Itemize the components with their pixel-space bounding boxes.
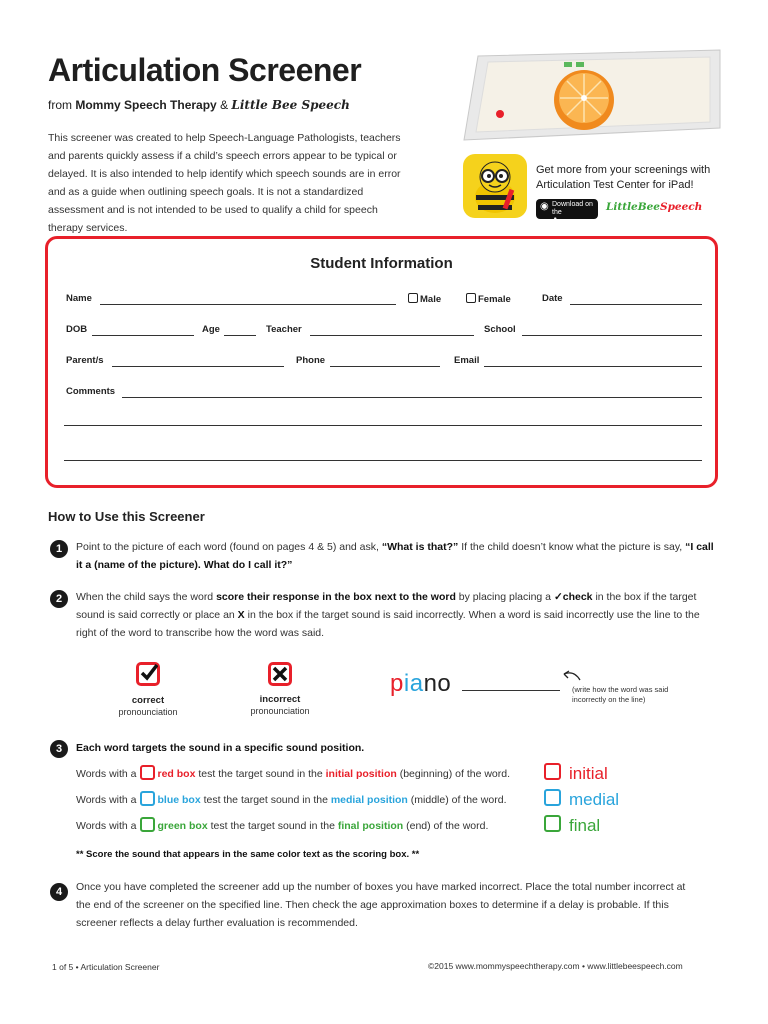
- howto-title: How to Use this Screener: [48, 509, 205, 524]
- male-checkbox[interactable]: [408, 293, 441, 305]
- page-subtitle: [48, 98, 350, 112]
- incorrect-caption: incorrect: [259, 694, 301, 705]
- step-2-text: [76, 588, 716, 642]
- subtitle-from: from: [48, 98, 72, 112]
- piano-p: p: [390, 670, 404, 697]
- initial-position-label: initial position: [325, 768, 397, 780]
- row-parents: [66, 355, 699, 369]
- step-3-blue-line: [76, 791, 506, 809]
- dob-field[interactable]: [92, 335, 194, 336]
- phone-label: Phone: [296, 355, 326, 366]
- female-box[interactable]: [466, 293, 476, 303]
- medial-position-label: medial position: [330, 794, 408, 806]
- step-2-bold-1: score their response in the box next to the word: [216, 591, 456, 603]
- step-3-red-line: [76, 765, 510, 783]
- step-3-note: ** Score the sound that appears in the same color text as the scoring box. **: [76, 849, 420, 860]
- intro-paragraph: This screener was created to help Speech-Language Pathologists, teachers and parents quickly assess if a child’s speech errors appear to be typical or delayed. It is also intended to help identify which speech sounds are in error and as a guide when outlining speech goals. It is not a standardized assessment and is not intended to be used to qualify a child for speech therapy services.: [48, 132, 401, 234]
- footer-page-info: 1 of 5 • Articulation Screener: [52, 962, 160, 972]
- school-label: School: [484, 324, 516, 335]
- date-label: Date: [542, 293, 563, 304]
- step-2-part-1: When the child says the word: [76, 591, 217, 603]
- incorrect-example-box: [268, 662, 292, 686]
- red-box-label: red box: [157, 768, 196, 780]
- row-dob: [66, 324, 699, 338]
- blue-box-icon: [140, 791, 155, 806]
- piano-i: i: [403, 670, 410, 697]
- green-box-icon: [140, 817, 155, 832]
- step-2-part-4: in the box if the target sound is said incorrectly. When a word is said incorrectly use the line to the right of the word to transcribe how the word was said.: [76, 609, 700, 639]
- piano-no: no: [423, 670, 452, 697]
- teacher-label: Teacher: [266, 324, 302, 335]
- red-mid-text: test the target sound in the: [195, 768, 326, 780]
- curved-arrow-icon: [560, 668, 582, 684]
- email-field[interactable]: [484, 366, 702, 367]
- step-3-heading: Each word targets the sound in a specific sound position.: [76, 742, 365, 754]
- age-field[interactable]: [224, 335, 256, 336]
- blue-end-text: (middle) of the word.: [407, 794, 507, 806]
- appstore-big-label: App Store: [552, 216, 576, 234]
- student-information-title: Student Information: [310, 255, 453, 272]
- step-1-number: 1: [50, 540, 68, 558]
- transcription-line: [462, 690, 560, 691]
- male-box[interactable]: [408, 293, 418, 303]
- transcription-hint: (write how the word was said incorrectly on the line): [572, 685, 669, 704]
- blue-box-label: blue box: [157, 794, 201, 806]
- promo-text: Get more from your screenings with Articulation Test Center for iPad!: [536, 164, 711, 191]
- apple-icon: ◉: [540, 201, 549, 212]
- correct-example-box: [136, 662, 160, 686]
- step-2-part-2: by placing placing a: [455, 591, 554, 603]
- step-3-number: 3: [50, 740, 68, 758]
- green-mid-text: test the target sound in the: [207, 820, 338, 832]
- footer-links: ©2015 www.mommyspeechtherapy.com • www.littlebeespeech.com: [428, 961, 683, 971]
- words-with-label-green: Words with a: [76, 820, 137, 832]
- red-end-text: (beginning) of the word.: [396, 768, 511, 780]
- email-label: Email: [454, 355, 480, 366]
- subtitle-brand-littlebee: Little Bee Speech: [231, 98, 350, 112]
- step-2-x: X: [237, 609, 245, 621]
- checkmark-icon: [140, 664, 158, 682]
- name-label: Name: [66, 293, 92, 304]
- step-2-check: ✓check: [553, 591, 593, 603]
- teacher-field[interactable]: [310, 335, 474, 336]
- row-name: [66, 293, 699, 307]
- female-label: Female: [478, 294, 511, 305]
- legend-medial: [544, 789, 619, 810]
- comments-field[interactable]: [122, 397, 702, 398]
- final-position-label: final position: [337, 820, 404, 832]
- parents-label: Parent/s: [66, 355, 104, 366]
- step-4-number: 4: [50, 883, 68, 901]
- words-with-label-blue: Words with a: [76, 794, 137, 806]
- green-end-text: (end) of the word.: [403, 820, 489, 832]
- female-checkbox[interactable]: [466, 293, 511, 305]
- male-label: Male: [420, 294, 442, 305]
- step-1-text: [76, 538, 716, 574]
- name-field[interactable]: [100, 304, 396, 305]
- logo-part-1: LittleBee: [606, 201, 660, 213]
- date-field[interactable]: [570, 304, 702, 305]
- page-title: Articulation Screener: [48, 52, 362, 88]
- legend-final-label: final: [569, 816, 601, 835]
- step-2-number: 2: [50, 590, 68, 608]
- correct-caption: correct: [131, 695, 165, 706]
- step-1-prompt: “I call it a (name of the picture). What do I call it?”: [76, 541, 714, 571]
- dob-label: DOB: [66, 324, 88, 335]
- legend-final: [544, 815, 600, 836]
- comments-label: Comments: [66, 386, 116, 397]
- student-information-box: [45, 236, 718, 488]
- legend-medial-label: medial: [569, 790, 620, 809]
- words-with-label-red: Words with a: [76, 768, 137, 780]
- subtitle-amp: &: [220, 98, 229, 112]
- little-bee-app-icon: [462, 153, 528, 219]
- comments-line-2[interactable]: [64, 425, 702, 426]
- legend-initial-box: [544, 763, 561, 780]
- example-word-piano: [390, 670, 451, 698]
- parents-field[interactable]: [112, 366, 284, 367]
- incorrect-subcaption: pronounciation: [250, 706, 310, 716]
- appstore-small-label: Download on the: [552, 201, 593, 216]
- correct-subcaption: pronounciation: [118, 707, 178, 717]
- ipad-illustration: [458, 48, 728, 143]
- little-bee-speech-logo: [606, 201, 702, 213]
- x-mark-icon: [271, 665, 289, 683]
- legend-initial-label: initial: [569, 764, 608, 783]
- piano-a: a: [409, 670, 424, 697]
- blue-mid-text: test the target sound in the: [200, 794, 331, 806]
- step-1-question: “What is that?”: [381, 541, 459, 553]
- green-box-label: green box: [157, 820, 208, 832]
- step-1-part-1: Point to the picture of each word (found on pages 4 & 5) and ask,: [76, 541, 382, 553]
- step-4-text: Once you have completed the screener add up the number of boxes you have marked incorrect. Place the total number incorrect at the end of the screener on the specified line. Then check the age approximation boxes to determine if a delay is probable. If this screener reflects a delay further evaluation is recommended.: [76, 881, 686, 929]
- logo-part-2: Speech: [659, 201, 703, 213]
- red-box-icon: [140, 765, 155, 780]
- subtitle-brand-mommy: Mommy Speech Therapy: [75, 98, 217, 112]
- school-field[interactable]: [522, 335, 702, 336]
- step-1-part-2: If the child doesn’t know what the picture is say,: [458, 541, 686, 553]
- step-2-part-3: in the box if the target sound is said correctly or place an: [76, 591, 697, 621]
- comments-line-3[interactable]: [64, 460, 702, 461]
- legend-medial-box: [544, 789, 561, 806]
- phone-field[interactable]: [330, 366, 440, 367]
- app-store-badge[interactable]: [536, 199, 598, 234]
- legend-initial: [544, 763, 608, 784]
- legend-final-box: [544, 815, 561, 832]
- step-3-green-line: [76, 817, 488, 835]
- age-label: Age: [202, 324, 220, 335]
- row-comments: [66, 386, 699, 400]
